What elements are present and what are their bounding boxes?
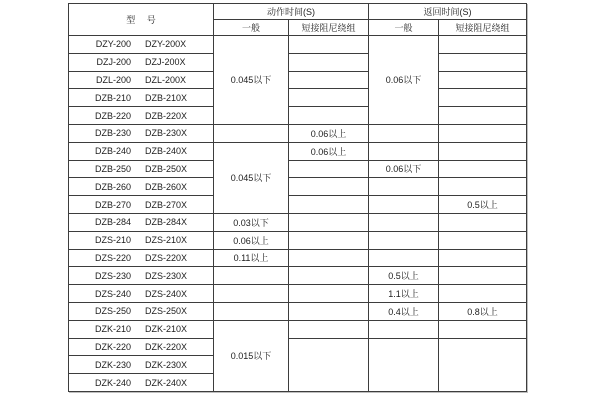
timing-value-cell — [214, 267, 289, 285]
timing-value-cell — [289, 160, 369, 178]
timing-value-cell — [369, 142, 439, 160]
model-name: DZB-270 — [94, 199, 131, 210]
model-name: DZS-240 — [94, 288, 131, 299]
timing-value-cell — [289, 249, 369, 267]
model-cell — [69, 53, 214, 71]
model-cell — [69, 356, 214, 374]
model-name: DZB-250 — [94, 163, 131, 174]
timing-value-cell — [214, 285, 289, 303]
timing-value-cell — [439, 36, 527, 54]
model-name: DZY-200 — [95, 39, 131, 50]
timing-value-cell — [289, 36, 369, 54]
header-action-time: 动作时间(S) — [214, 4, 369, 20]
table-row — [69, 231, 527, 249]
table-row — [69, 196, 527, 214]
table-header — [69, 4, 527, 36]
model-name-x-variant: DZS-250X — [144, 306, 188, 317]
model-name-x-variant: DZK-230X — [144, 359, 188, 370]
timing-value-cell — [369, 124, 439, 142]
model-name-x-variant: DZB-250X — [144, 163, 188, 174]
timing-value-cell — [439, 285, 527, 303]
timing-value-cell — [439, 71, 527, 89]
timing-value-cell: 0.06以上 — [289, 124, 369, 142]
model-name: DZB-230 — [94, 128, 131, 139]
model-name-x-variant: DZK-220X — [144, 341, 188, 352]
timing-value-cell — [369, 231, 439, 249]
model-cell — [69, 107, 214, 125]
model-cell — [69, 178, 214, 196]
timing-value-cell: 0.045以下 — [214, 142, 289, 213]
timing-value-cell — [369, 196, 439, 214]
model-cell — [69, 71, 214, 89]
timing-value-cell: 0.5以上 — [439, 196, 527, 214]
table-row — [69, 285, 527, 303]
header-return-damped-winding: 短接阻尼绕组 — [439, 20, 527, 36]
model-name: DZS-220 — [94, 252, 131, 263]
header-row-groups — [69, 4, 527, 20]
model-cell — [69, 36, 214, 54]
timing-value-cell — [439, 213, 527, 231]
model-cell — [69, 267, 214, 285]
timing-value-cell — [439, 53, 527, 71]
model-name-x-variant: DZL-200X — [144, 74, 187, 85]
timing-value-cell — [439, 338, 527, 391]
spec-table-container — [68, 3, 527, 392]
timing-value-cell: 0.4以上 — [369, 302, 439, 320]
timing-value-cell — [289, 267, 369, 285]
header-return-time: 返回时间(S) — [369, 4, 527, 20]
timing-value-cell — [439, 249, 527, 267]
model-name: DZS-230 — [94, 270, 131, 281]
timing-value-cell — [369, 320, 439, 338]
timing-value-cell — [289, 320, 369, 338]
table-row — [69, 213, 527, 231]
timing-value-cell: 0.8以上 — [439, 302, 527, 320]
model-cell — [69, 213, 214, 231]
model-name: DZB-284 — [94, 217, 131, 228]
model-name-x-variant: DZB-260X — [144, 181, 188, 192]
timing-value-cell — [369, 249, 439, 267]
model-name: DZB-260 — [94, 181, 131, 192]
model-name: DZS-250 — [94, 306, 131, 317]
table-row — [69, 338, 527, 356]
model-name: DZB-220 — [94, 110, 131, 121]
model-name: DZK-210 — [94, 324, 131, 335]
timing-value-cell — [289, 302, 369, 320]
timing-value-cell — [289, 213, 369, 231]
model-cell — [69, 374, 214, 392]
timing-value-cell — [439, 142, 527, 160]
header-action-general: 一般 — [214, 20, 289, 36]
timing-value-cell — [439, 231, 527, 249]
model-cell — [69, 338, 214, 356]
header-action-damped-winding: 短接阻尼绕组 — [289, 20, 369, 36]
timing-value-cell — [289, 89, 369, 107]
table-row — [69, 178, 527, 196]
timing-value-cell — [439, 89, 527, 107]
timing-value-cell: 0.11以上 — [214, 249, 289, 267]
model-cell — [69, 231, 214, 249]
model-cell — [69, 196, 214, 214]
timing-value-cell: 0.06以上 — [289, 142, 369, 160]
model-name-x-variant: DZJ-200X — [145, 57, 186, 68]
timing-value-cell — [289, 71, 369, 89]
table-row — [69, 53, 527, 71]
model-name-x-variant: DZB-284X — [144, 217, 188, 228]
table-row — [69, 124, 527, 142]
timing-value-cell — [439, 160, 527, 178]
model-name: DZB-240 — [94, 146, 131, 157]
timing-value-cell: 0.045以下 — [214, 36, 289, 125]
model-cell — [69, 124, 214, 142]
model-name-x-variant: DZY-200X — [144, 39, 187, 50]
model-name-x-variant: DZS-220X — [144, 252, 188, 263]
model-name: DZS-210 — [94, 235, 131, 246]
table-row — [69, 320, 527, 338]
table-row — [69, 71, 527, 89]
model-name-x-variant: DZS-210X — [144, 235, 188, 246]
timing-value-cell — [439, 178, 527, 196]
timing-value-cell: 0.03以下 — [214, 213, 289, 231]
timing-value-cell — [439, 107, 527, 125]
model-name-x-variant: DZB-210X — [144, 92, 188, 103]
model-name: DZB-210 — [94, 92, 131, 103]
timing-value-cell — [369, 213, 439, 231]
timing-value-cell — [289, 338, 369, 391]
model-name: DZK-230 — [94, 359, 131, 370]
relay-timing-spec-table — [68, 3, 527, 392]
timing-value-cell — [289, 53, 369, 71]
model-name: DZK-220 — [94, 341, 131, 352]
model-cell — [69, 302, 214, 320]
model-cell — [69, 249, 214, 267]
model-cell — [69, 142, 214, 160]
timing-value-cell: 0.06以下 — [369, 160, 439, 178]
model-name-x-variant: DZK-240X — [144, 377, 188, 388]
timing-value-cell — [369, 338, 439, 391]
timing-value-cell — [289, 196, 369, 214]
timing-value-cell — [289, 231, 369, 249]
table-row — [69, 36, 527, 54]
model-cell — [69, 89, 214, 107]
timing-value-cell: 0.06以下 — [369, 36, 439, 125]
model-name-x-variant: DZB-230X — [144, 128, 188, 139]
model-cell — [69, 285, 214, 303]
table-row — [69, 249, 527, 267]
table-row — [69, 107, 527, 125]
header-return-general: 一般 — [369, 20, 439, 36]
timing-value-cell: 0.06以上 — [214, 231, 289, 249]
table-row — [69, 89, 527, 107]
timing-value-cell — [439, 267, 527, 285]
timing-value-cell — [214, 302, 289, 320]
timing-value-cell — [289, 107, 369, 125]
table-row — [69, 160, 527, 178]
table-row — [69, 267, 527, 285]
model-name: DZL-200 — [95, 74, 131, 85]
timing-value-cell: 0.015以下 — [214, 320, 289, 391]
timing-value-cell — [289, 178, 369, 196]
timing-value-cell — [439, 124, 527, 142]
model-name: DZK-240 — [94, 377, 131, 388]
timing-value-cell — [369, 178, 439, 196]
table-row — [69, 142, 527, 160]
model-name-x-variant: DZK-210X — [144, 324, 188, 335]
timing-value-cell: 0.5以上 — [369, 267, 439, 285]
model-name-x-variant: DZB-240X — [144, 146, 188, 157]
timing-value-cell: 1.1以上 — [369, 285, 439, 303]
model-name-x-variant: DZB-220X — [144, 110, 188, 121]
model-cell — [69, 320, 214, 338]
timing-value-cell — [439, 320, 527, 338]
model-name-x-variant: DZS-240X — [144, 288, 188, 299]
table-body — [69, 36, 527, 392]
model-name-x-variant: DZB-270X — [144, 199, 188, 210]
header-model: 型 号 — [69, 4, 214, 36]
model-name-x-variant: DZS-230X — [144, 270, 188, 281]
model-cell — [69, 160, 214, 178]
model-name: DZJ-200 — [96, 57, 131, 68]
timing-value-cell — [214, 124, 289, 142]
timing-value-cell — [289, 285, 369, 303]
table-row — [69, 302, 527, 320]
